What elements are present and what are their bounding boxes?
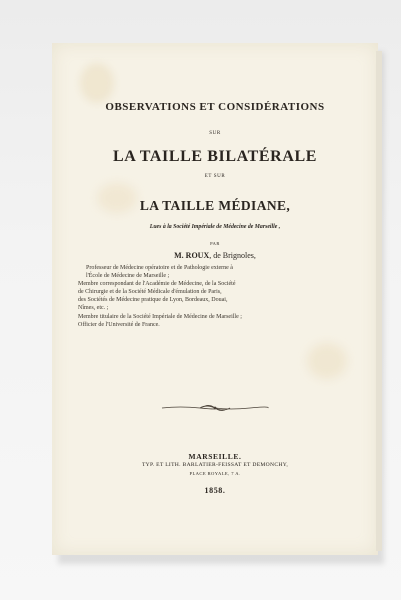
author-title-line: l'École de Médecine de Marseille ; xyxy=(86,273,170,280)
author-line xyxy=(52,251,378,260)
author-titles xyxy=(76,264,354,329)
page-edge xyxy=(376,51,382,551)
printer-address: PLACE ROYALE, 7 A. xyxy=(189,471,241,476)
connector-par: PAR xyxy=(210,241,220,246)
author-title-line: Professeur de Médecine opératoire et de Pathologie externe à xyxy=(86,265,233,271)
author-title-line: Officier de l'Université de France. xyxy=(78,321,160,328)
printer-name: TYP. ET LITH. BARLATIER-FEISSAT ET DEMONCHY, xyxy=(141,462,289,468)
author-title-line: Nîmes, etc. ; xyxy=(78,305,109,312)
author-name: M. ROUX xyxy=(174,251,210,260)
publication-city: MARSEILLE. xyxy=(188,452,242,461)
title-line-3: LA TAILLE MÉDIANE, xyxy=(139,198,291,213)
connector-sur: SUR xyxy=(209,131,221,136)
title-line-2: LA TAILLE BILATÉRALE xyxy=(112,148,318,165)
author-title-line: des Sociétés de Médecine pratique de Lyon, Bordeaux, Douai, xyxy=(78,297,228,304)
author-title-line: Membre titulaire de la Société Impériale de Médecine de Marseille ; xyxy=(78,313,242,320)
publication-year: 1858. xyxy=(204,486,226,495)
foxing-stain xyxy=(307,343,347,379)
document-page xyxy=(52,43,378,555)
foxing-stain xyxy=(80,63,114,103)
title-line-1: OBSERVATIONS ET CONSIDÉRATIONS xyxy=(105,101,325,113)
author-title-line: de Chirurgie et de la Société Médicale d'émulation de Paris, xyxy=(78,289,222,296)
connector-et-sur: ET SUR xyxy=(204,174,226,179)
author-origin: , de Brignoles, xyxy=(209,251,256,260)
subtitle: Lues à la Société Impériale de Médecine de Marseille , xyxy=(149,224,281,230)
ornament-divider xyxy=(160,403,270,413)
author-title-line: Membre correspondant de l'Académie de Médecine, de la Société xyxy=(78,281,236,288)
